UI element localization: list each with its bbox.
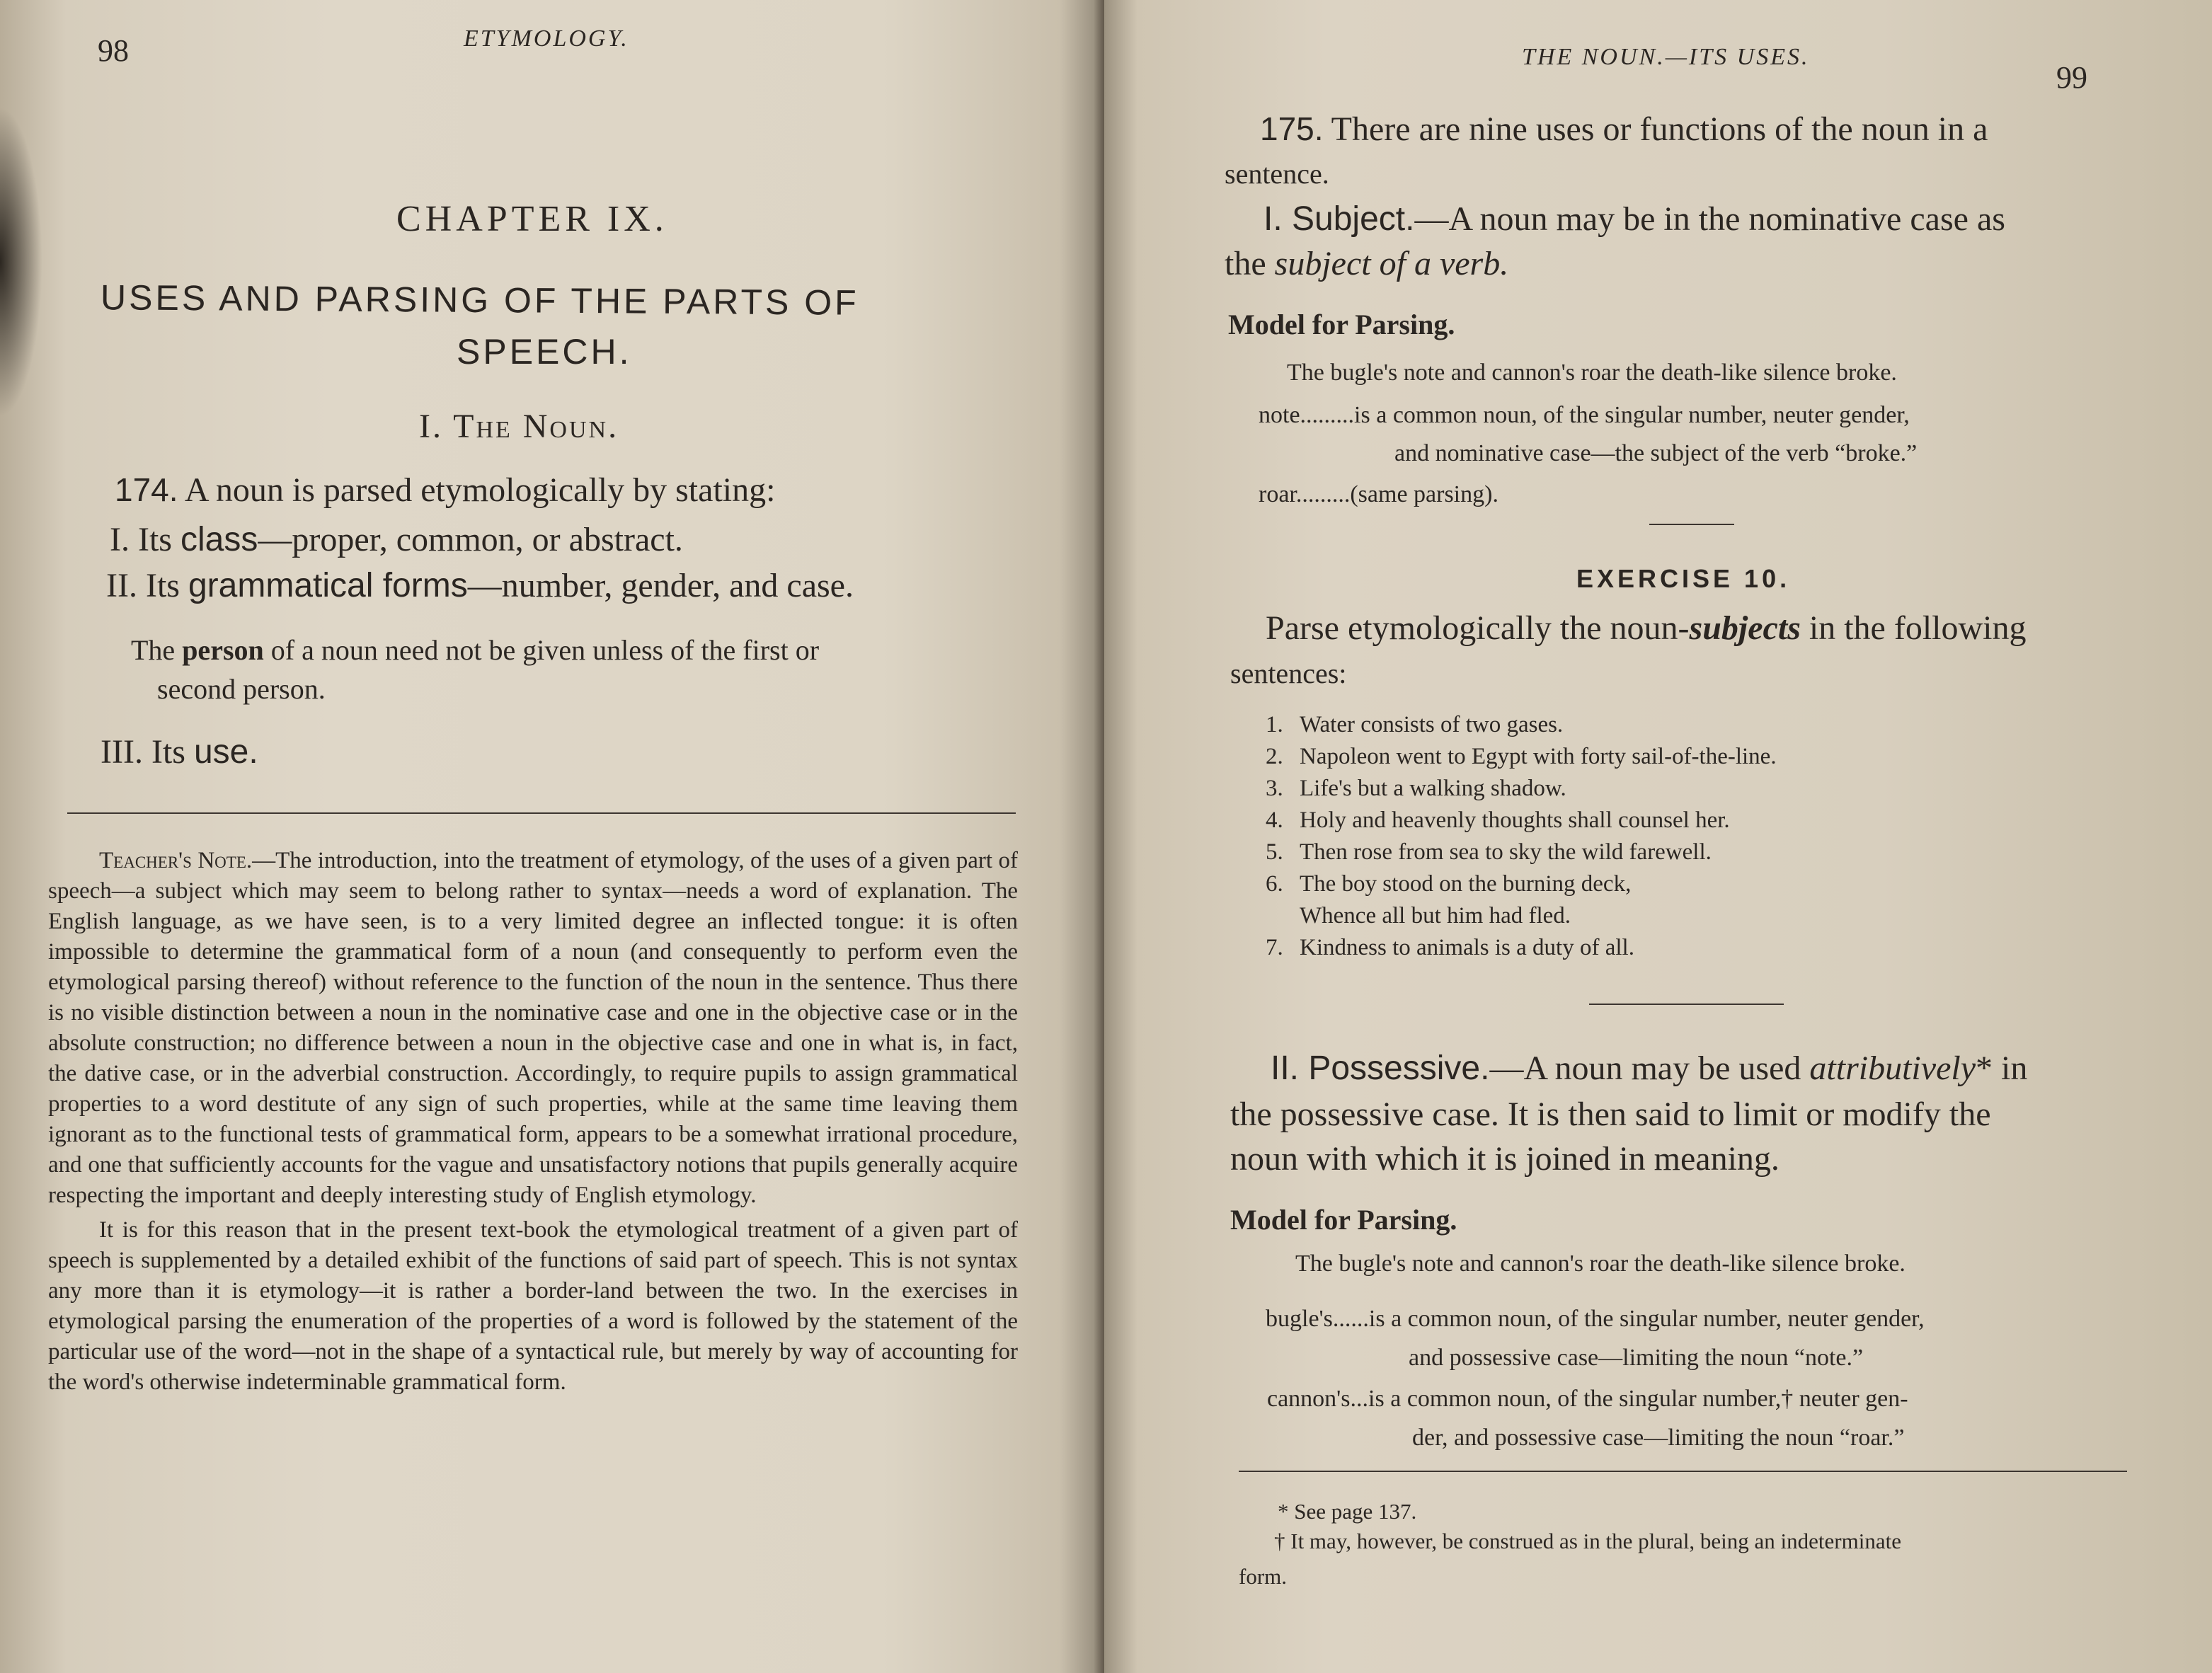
list-item xyxy=(1266,868,1777,900)
parse-cannons-line2: der, and possessive case—limiting the noun “roar.” xyxy=(1412,1425,1905,1451)
item-prefix: III. Its xyxy=(101,733,194,771)
subject-heading-line xyxy=(1263,200,2005,238)
item-number: 6. xyxy=(1266,871,1283,897)
list-item xyxy=(1266,773,1777,805)
model-for-parsing-heading-1: Model for Parsing. xyxy=(1228,309,1455,340)
paragraph-175-line2: sentence. xyxy=(1225,158,1329,190)
right-running-head: THE NOUN.—ITS USES. xyxy=(1522,44,1810,70)
subject-heading: I. Subject. xyxy=(1263,200,1415,238)
left-running-head: ETYMOLOGY. xyxy=(464,25,629,52)
item-key: class xyxy=(180,521,258,558)
left-page-number: 98 xyxy=(98,33,129,68)
text: —A noun may be used xyxy=(1489,1050,1810,1087)
subject-text: —A noun may be in the nominative case as xyxy=(1414,200,2005,238)
emphasis: subjects xyxy=(1689,609,1801,647)
footnote-1: * See page 137. xyxy=(1278,1499,1417,1524)
item-key: grammatical forms xyxy=(188,567,468,604)
subject-line2 xyxy=(1225,244,1508,283)
right-page xyxy=(1104,0,2212,1673)
item-rest: —number, gender, and case. xyxy=(467,567,854,604)
teacher-note-label: Teacher's Note. xyxy=(99,848,253,873)
person-note-line2: second person. xyxy=(157,673,326,705)
list-item xyxy=(1266,805,1777,836)
text: the xyxy=(1225,245,1275,282)
keyword: person xyxy=(182,634,264,666)
emphasis: subject of a verb. xyxy=(1274,245,1509,282)
item-text: The boy stood on the burning deck, xyxy=(1300,871,1632,897)
footnote-2-line1: † It may, however, be construed as in the plural, being an indeterminate xyxy=(1274,1529,1901,1553)
item-prefix: II. Its xyxy=(106,567,188,604)
chapter-title-line1: USES AND PARSING OF THE PARTS OF xyxy=(100,277,859,323)
model-sentence-1: The bugle's note and cannon's roar the death-like silence broke. xyxy=(1287,360,1897,386)
parse-note-line2: and nominative case—the subject of the verb “broke.” xyxy=(1394,440,1918,466)
paragraph-174 xyxy=(115,471,775,510)
teacher-note xyxy=(48,846,1018,1398)
item-text: Water consists of two gases. xyxy=(1300,712,1564,737)
divider-rule xyxy=(67,812,1016,814)
parse-text: .........is a common noun, of the singular number, neuter gender, xyxy=(1300,402,1910,428)
list-item xyxy=(1266,932,1777,964)
possessive-heading: II. Possessive. xyxy=(1271,1050,1490,1087)
text: of a noun need not be given unless of the first or xyxy=(263,634,820,666)
short-rule xyxy=(1589,1004,1784,1005)
paragraph-number: 175. xyxy=(1260,110,1324,147)
paragraph-number: 174. xyxy=(115,471,178,508)
possessive-line2: the possessive case. It is then said to limit or modify the xyxy=(1230,1096,1991,1133)
parse-bugles xyxy=(1266,1306,1925,1333)
list-item xyxy=(1266,709,1777,741)
item-prefix: I. Its xyxy=(110,521,180,558)
page-shadow xyxy=(0,106,42,418)
item-class xyxy=(110,520,683,559)
parse-text: .........(same parsing). xyxy=(1295,481,1498,507)
list-item xyxy=(1266,900,1777,932)
item-text: Kindness to animals is a duty of all. xyxy=(1300,935,1634,960)
section-heading: I. The Noun. xyxy=(419,408,619,445)
parse-bugles-line2: and possessive case—limiting the noun “note.” xyxy=(1409,1345,1864,1371)
parse-note xyxy=(1259,402,1910,429)
paragraph-text: A noun is parsed etymologically by stating: xyxy=(184,471,776,509)
item-number: 2. xyxy=(1266,744,1283,769)
person-note-line1 xyxy=(131,633,819,667)
footnote-2-line2: form. xyxy=(1239,1564,1288,1589)
left-page xyxy=(0,0,1104,1673)
item-number: 3. xyxy=(1266,776,1283,801)
item-text: Life's but a walking shadow. xyxy=(1300,776,1566,801)
list-item xyxy=(1266,836,1777,868)
item-text: Holy and heavenly thoughts shall counsel her. xyxy=(1300,807,1730,833)
text: Parse etymologically the noun- xyxy=(1266,609,1690,647)
item-forms xyxy=(106,566,854,605)
parsed-word: cannon's xyxy=(1267,1386,1351,1412)
possessive-line3: noun with which it is joined in meaning. xyxy=(1230,1140,1780,1178)
text: * in xyxy=(1976,1050,2028,1087)
parse-roar xyxy=(1259,481,1498,508)
parsed-word: bugle's xyxy=(1266,1306,1333,1332)
exercise-heading: EXERCISE 10. xyxy=(1576,564,1791,593)
list-item xyxy=(1266,741,1777,773)
footnote-rule xyxy=(1239,1471,2127,1472)
short-rule xyxy=(1649,524,1734,525)
item-number: 4. xyxy=(1266,807,1283,833)
exercise-list xyxy=(1266,709,1777,964)
item-text: Whence all but him had fled. xyxy=(1300,903,1571,929)
possessive-heading-line xyxy=(1271,1049,2027,1088)
parse-cannons xyxy=(1267,1386,1908,1413)
item-number: 1. xyxy=(1266,712,1283,737)
paragraph-text: There are nine uses or functions of the noun in a xyxy=(1331,110,1988,148)
item-key: use. xyxy=(193,733,258,771)
item-use xyxy=(101,732,258,771)
emphasis: attributively xyxy=(1809,1050,1976,1087)
parse-text: ......is a common noun, of the singular number, neuter gender, xyxy=(1332,1306,1925,1332)
text: The xyxy=(131,634,183,666)
paragraph-175-line1 xyxy=(1260,110,1988,149)
item-number: 5. xyxy=(1266,839,1283,865)
exercise-intro-line2: sentences: xyxy=(1230,657,1347,689)
text: in the following xyxy=(1800,609,2027,647)
item-text: Napoleon went to Egypt with forty sail-of-the-line. xyxy=(1300,744,1777,769)
chapter-title-line2: SPEECH. xyxy=(457,332,632,372)
teacher-note-text: —The introduction, into the treatment of etymology, of the uses of a given part of speech—a subject which may seem to belong rather to syntax—needs a word of explanation. The English language, as we have seen, is to a very limited degree an inflected tongue: it is often impossible to determine the grammatical form of a noun (and consequently to perform even the etymological parsing thereof) without reference to the function of the noun in the sentence. Thus there is no visible distinction between a noun in the nominative case and one in the objective case or in the absolute construction; no difference between a noun in the objective case and one in what is, in fact, the dative case, or in the adverbial construction. Accordingly, to require pupils to assign grammatical properties to a word destitute of any sign of such properties, while at the same time leaving them ignorant as to the functional tests of grammatical form, appears to be a somewhat irrational procedure, and one that sufficiently accounts for the vague and unsatisfactory notions that pupils generally acquire respecting the important and deeply interesting study of English etymology. xyxy=(48,848,1018,1208)
teacher-note-paragraph-2: It is for this reason that in the present text-book the etymological treatment of a given part of speech is supplemented by a detailed exhibit of the functions of said part of speech. This is not syntax any more than it is etymology—it is rather a border-land between the two. In the exercises in etymological parsing the enumeration of the properties of a word is followed by the statement of the particular use of the word—not in the shape of a syntactical rule, but merely by way of accounting for the word's otherwise indeterminable grammatical form. xyxy=(48,1217,1018,1395)
model-sentence-2: The bugle's note and cannon's roar the death-like silence broke. xyxy=(1295,1251,1906,1277)
parsed-word: roar xyxy=(1259,481,1296,507)
model-for-parsing-heading-2: Model for Parsing. xyxy=(1230,1204,1457,1236)
item-rest: —proper, common, or abstract. xyxy=(258,521,683,558)
item-number: 7. xyxy=(1266,935,1283,960)
chapter-heading: CHAPTER IX. xyxy=(396,199,668,239)
exercise-intro-line1 xyxy=(1266,609,2027,648)
item-text: Then rose from sea to sky the wild farewell. xyxy=(1300,839,1712,865)
right-page-number: 99 xyxy=(2056,60,2087,95)
teacher-note-paragraph-1 xyxy=(48,846,1018,1211)
parsed-word: note xyxy=(1259,402,1300,428)
parse-text: ...is a common noun, of the singular number,† neuter gen- xyxy=(1350,1386,1908,1412)
